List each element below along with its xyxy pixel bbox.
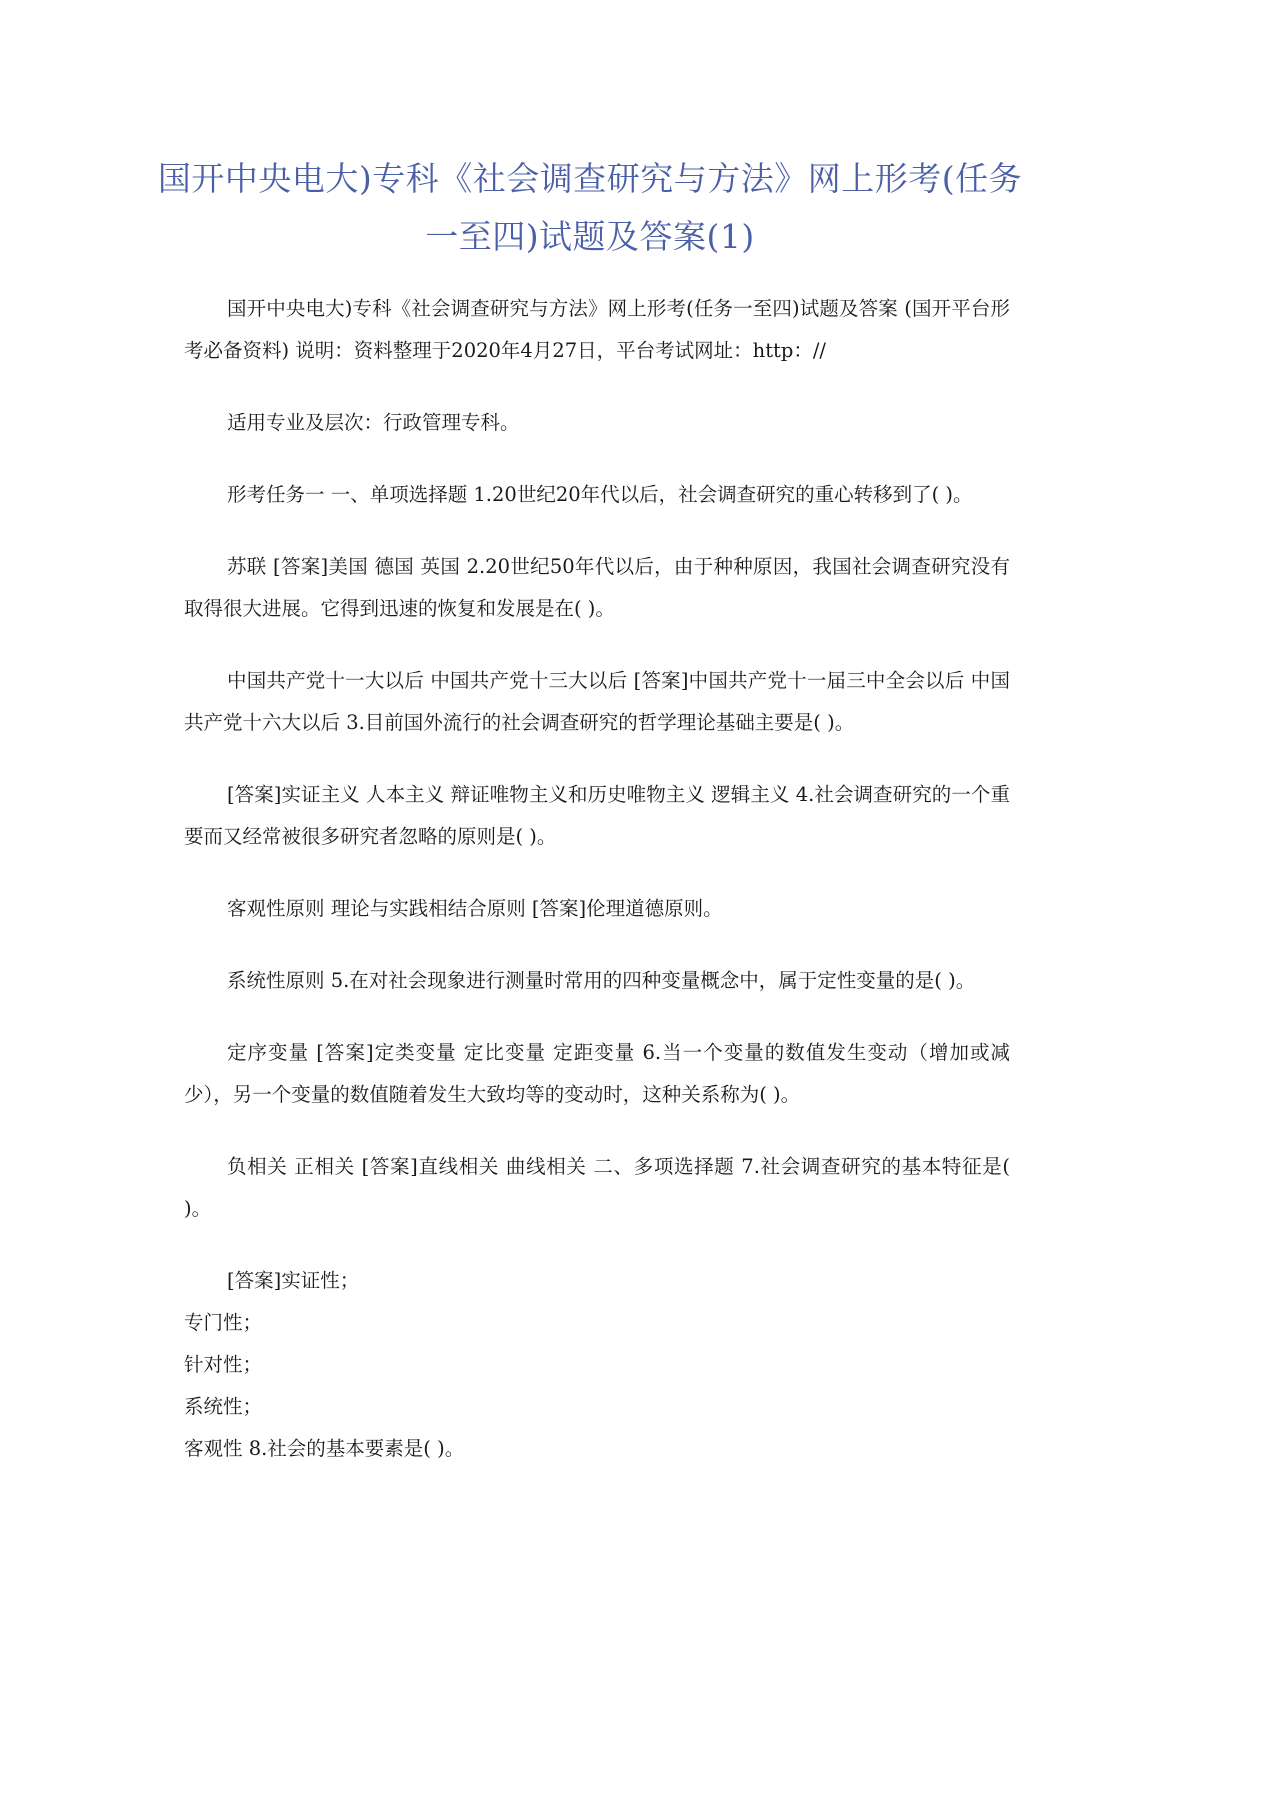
paragraph-question-4: [答案]实证主义 人本主义 辩证唯物主义和历史唯物主义 逻辑主义 4.社会调查研究的一个重要而又经常被很多研究者忽略的原则是( )。 [184, 783, 1010, 848]
list-item: 专门性； [184, 1311, 263, 1334]
answer-list [184, 1260, 1010, 1470]
list-item: 针对性； [184, 1353, 263, 1376]
document-title: 国开中央电大)专科《社会调查研究与方法》网上形考(任务一至四)试题及答案(1) [157, 159, 1023, 256]
paragraph-question-6: 定序变量 [答案]定类变量 定比变量 定距变量 6.当一个变量的数值发生变动（增加或减少），另一个变量的数值随着发生大致均等的变动时，这种关系称为( )。 [184, 1041, 1010, 1106]
list-item: 系统性； [184, 1395, 263, 1418]
paragraph-question-2: 苏联 [答案]美国 德国 英国 2.20世纪50年代以后，由于种种原因，我国社会调查研究没有取得很大进展。它得到迅速的恢复和发展是在( )。 [184, 555, 1010, 620]
list-item: [答案]实证性； [227, 1269, 360, 1292]
paragraph-question-1: 形考任务一 一、单项选择题 1.20世纪20年代以后，社会调查研究的重心转移到了( )。 [227, 483, 973, 506]
paragraph-question-5: 系统性原则 5.在对社会现象进行测量时常用的四种变量概念中，属于定性变量的是( )。 [227, 969, 976, 992]
list-item: 客观性 8.社会的基本要素是( )。 [184, 1437, 465, 1460]
paragraph-scope: 适用专业及层次：行政管理专科。 [227, 411, 520, 434]
paragraph-question-7: 负相关 正相关 [答案]直线相关 曲线相关 二、多项选择题 7.社会调查研究的基本特征是( )。 [184, 1155, 1010, 1220]
paragraph-question-3: 中国共产党十一大以后 中国共产党十三大以后 [答案]中国共产党十一届三中全会以后 中国共产党十六大以后 3.目前国外流行的社会调查研究的哲学理论基础主要是( )。 [184, 669, 1010, 734]
document-body [184, 288, 1010, 1470]
paragraph-intro: 国开中央电大)专科《社会调查研究与方法》网上形考(任务一至四)试题及答案 (国开平台形考必备资料) 说明：资料整理于2020年4月27日，平台考试网址：http：// [184, 297, 1010, 362]
paragraph-answer-4: 客观性原则 理论与实践相结合原则 [答案]伦理道德原则。 [227, 897, 723, 920]
